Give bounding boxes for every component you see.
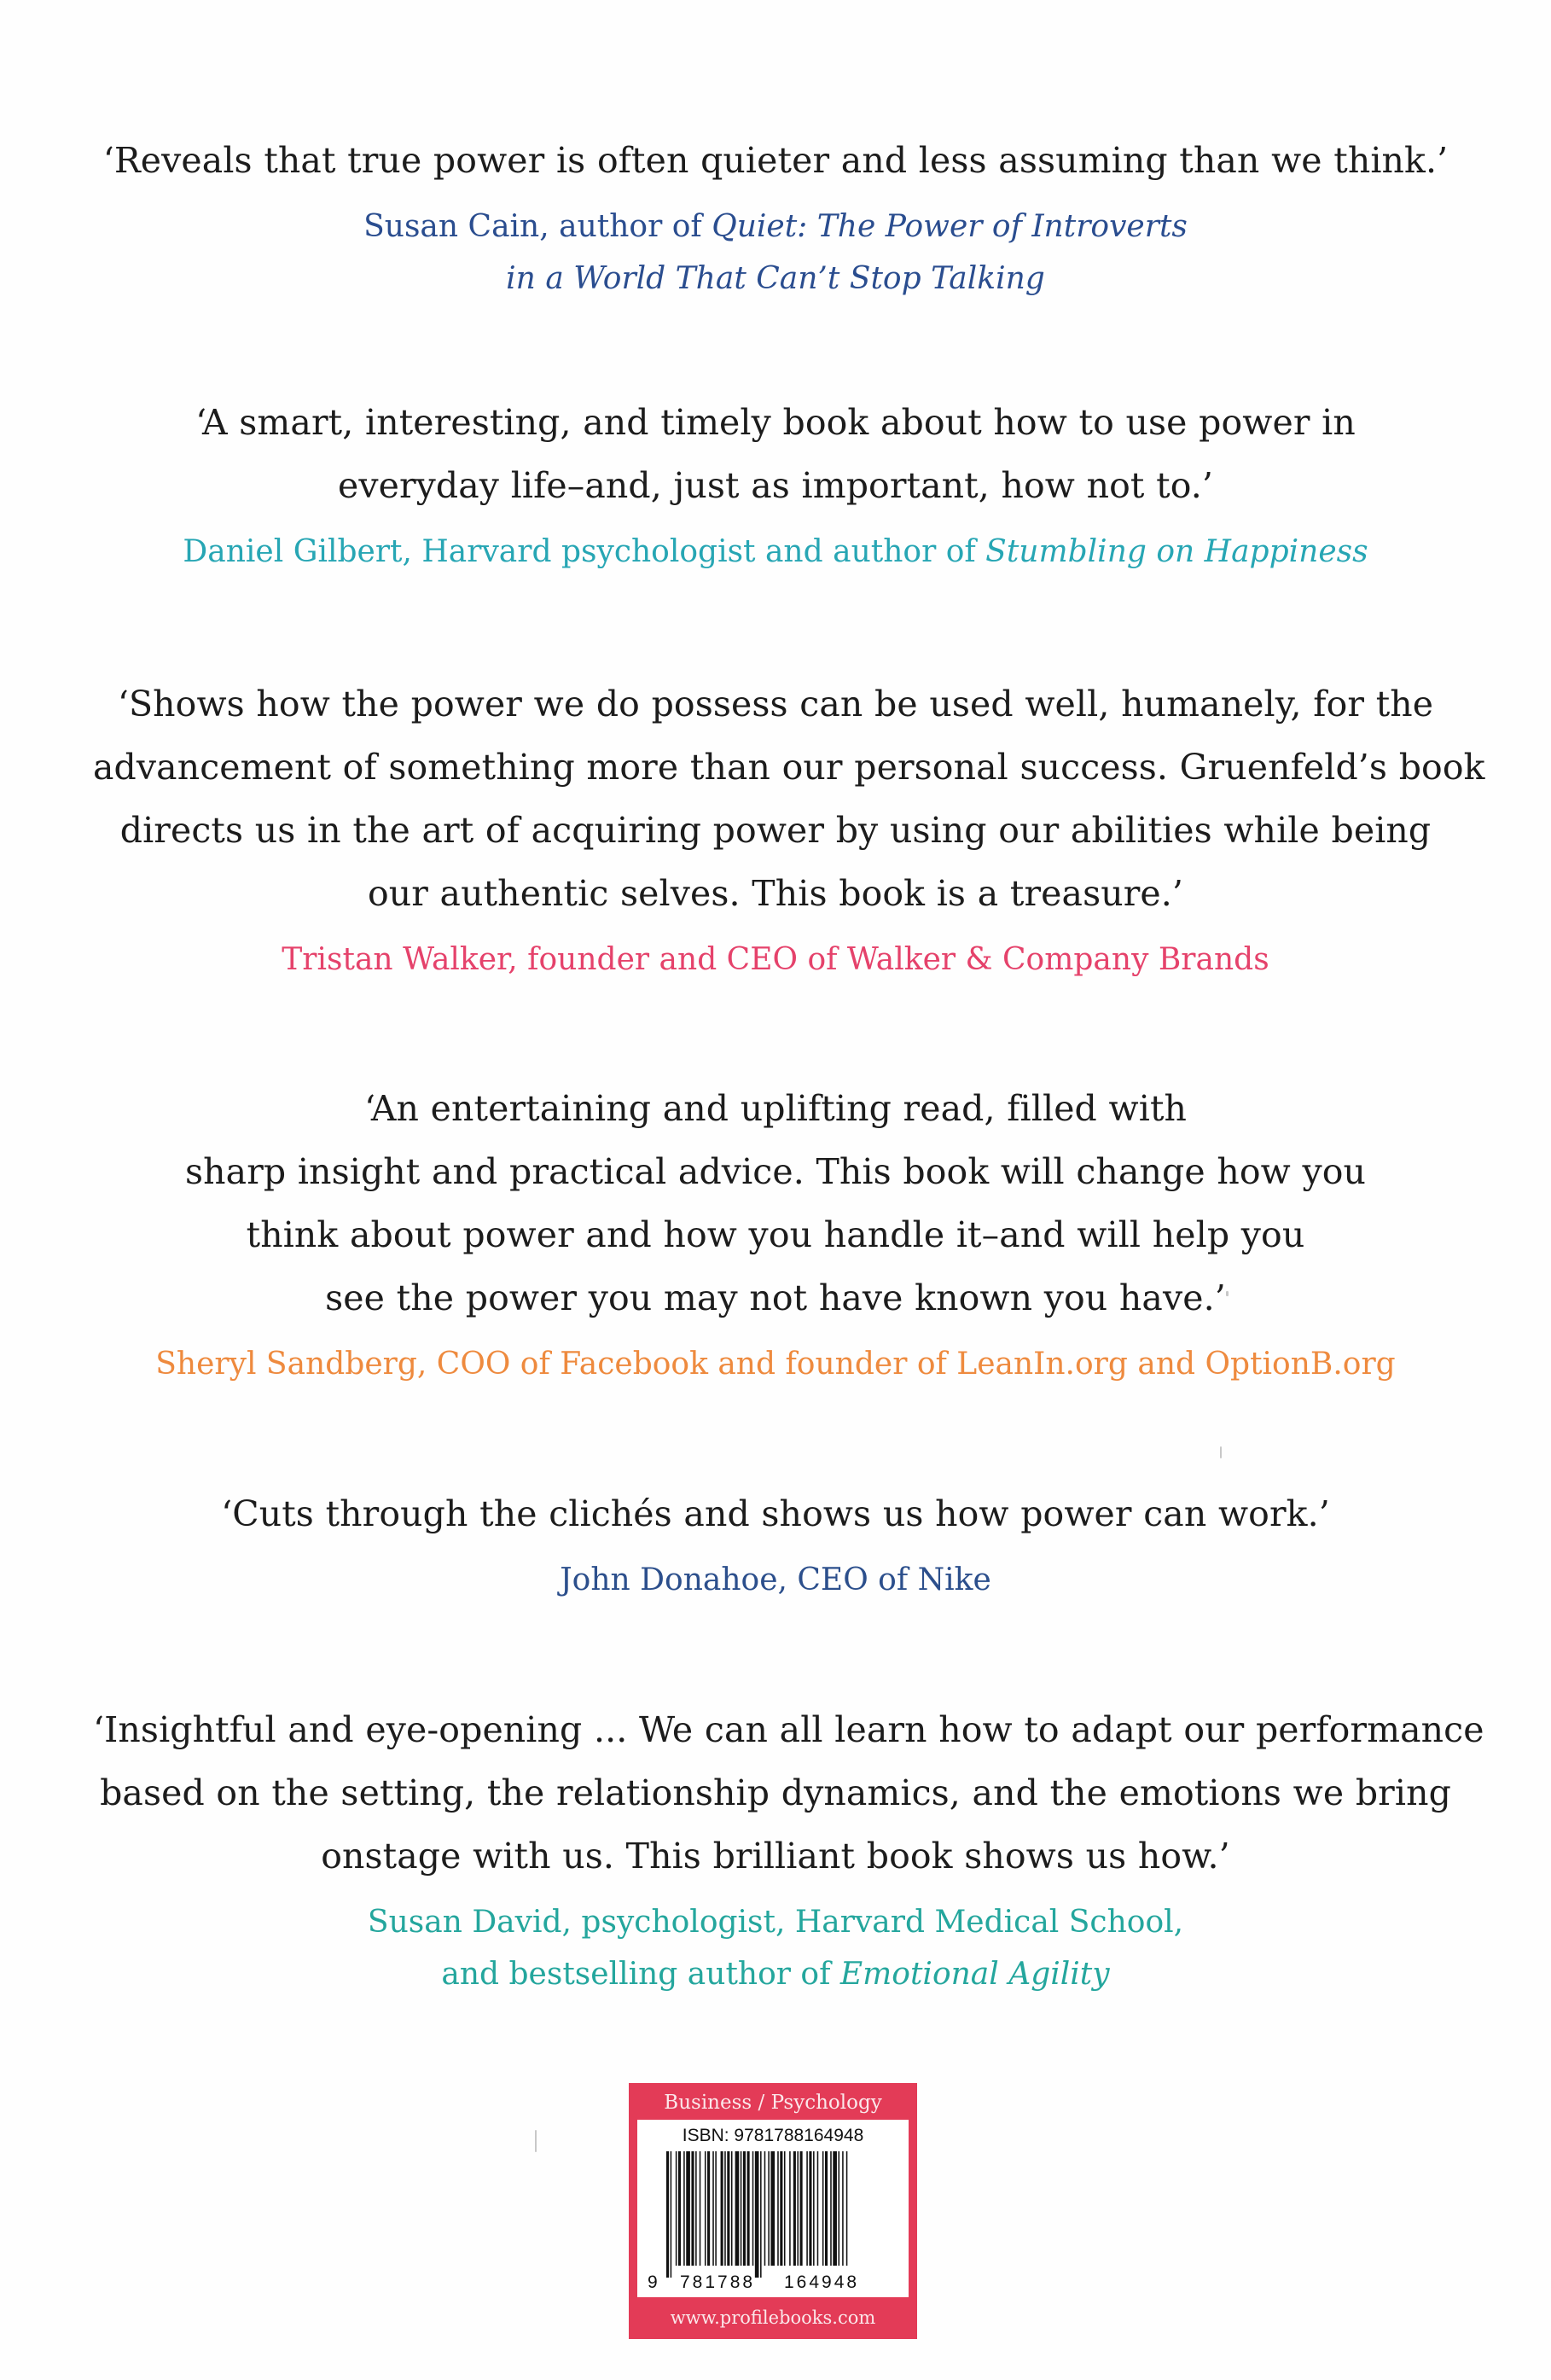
barcode-bar xyxy=(760,2151,762,2278)
barcode-bar xyxy=(846,2151,848,2266)
blurb-attribution xyxy=(93,934,1458,986)
barcode-area xyxy=(637,2120,909,2297)
barcode-bar xyxy=(770,2151,775,2266)
barcode-bar xyxy=(755,2151,759,2278)
barcode-bar xyxy=(678,2151,681,2266)
isbn-label: ISBN: 9781788164948 xyxy=(682,2126,864,2145)
barcode-bar xyxy=(712,2151,714,2266)
barcode-bar xyxy=(721,2151,723,2266)
blurb-attribution xyxy=(93,1554,1458,1606)
blurb-tristan-walker xyxy=(93,672,1485,986)
barcode-bar xyxy=(695,2151,697,2266)
blurb-attribution xyxy=(93,526,1458,578)
barcode-bar xyxy=(752,2151,754,2266)
quote-line: think about power and how you handle it–and will help you xyxy=(246,1214,1305,1255)
barcode-bar xyxy=(764,2151,766,2266)
barcode-bar xyxy=(741,2151,742,2266)
barcode-digits-left: 781788 xyxy=(680,2272,756,2292)
quote-line: everyday life–and, just as important, how not to.’ xyxy=(337,465,1214,506)
blurb-susan-cain xyxy=(93,129,1458,305)
barcode-bar xyxy=(813,2151,815,2266)
barcode-bar xyxy=(839,2151,840,2266)
blurb-quote xyxy=(93,1482,1458,1545)
barcode-bar xyxy=(842,2151,844,2266)
blurb-sheryl-sandberg xyxy=(93,1077,1458,1390)
barcode-bar xyxy=(731,2151,733,2266)
quote-line: see the power you may not have known you have.’ xyxy=(325,1277,1226,1318)
quote-line: ‘Reveals that true power is often quieter and less assuming than we think.’ xyxy=(102,140,1449,181)
barcode-bar xyxy=(727,2151,729,2266)
category-label: Business / Psychology xyxy=(664,2092,882,2114)
scan-speck xyxy=(1220,1446,1222,1458)
blurb-john-donahoe xyxy=(93,1482,1458,1606)
attribution-line: Sheryl Sandberg, COO of Facebook and founder of LeanIn.org and OptionB.org xyxy=(155,1347,1396,1382)
barcode-bar xyxy=(797,2151,799,2266)
attribution-line: John Donahoe, CEO of Nike xyxy=(560,1562,991,1597)
blurb-susan-david xyxy=(93,1698,1484,2000)
scan-speck xyxy=(1226,1291,1229,1296)
quote-line: directs us in the art of acquiring power by using our abilities while being xyxy=(119,810,1432,851)
barcode-bar xyxy=(777,2151,779,2266)
barcode-digit-lead: 9 xyxy=(648,2272,658,2292)
barcode-bar xyxy=(793,2151,796,2266)
blurb-quote xyxy=(93,672,1485,925)
barcode-bar xyxy=(743,2151,746,2266)
barcode-bar xyxy=(825,2151,828,2266)
quote-line: ‘An entertaining and uplifting read, filled with xyxy=(363,1088,1188,1129)
barcode-bar xyxy=(806,2151,808,2266)
quote-line: ‘A smart, interesting, and timely book about how to use power in xyxy=(195,402,1356,443)
blurb-quote xyxy=(93,1698,1484,1888)
quote-line: based on the setting, the relationship dynamics, and the emotions we bring xyxy=(100,1772,1451,1813)
barcode-bar xyxy=(784,2151,786,2266)
barcode-bar xyxy=(830,2151,832,2266)
barcode-bar xyxy=(817,2151,819,2266)
blurb-attribution xyxy=(93,1338,1458,1390)
publisher-url: www.profilebooks.com xyxy=(670,2307,876,2328)
barcode-bar xyxy=(800,2151,803,2266)
attribution-line: in a World That Can’t Stop Talking xyxy=(506,261,1045,296)
barcode-bar xyxy=(676,2151,677,2266)
barcode-bar xyxy=(707,2151,710,2266)
barcode-bar xyxy=(700,2151,701,2266)
barcode-image xyxy=(646,2151,900,2292)
barcode-bar xyxy=(683,2151,685,2266)
barcode-bar xyxy=(691,2151,694,2266)
barcode-panel xyxy=(629,2083,917,2339)
blurb-quote xyxy=(93,391,1458,517)
barcode-bar xyxy=(768,2151,770,2266)
barcode-bar xyxy=(705,2151,706,2266)
barcode-bar xyxy=(780,2151,782,2266)
barcode-bar xyxy=(809,2151,811,2266)
attribution-line: Susan David, psychologist, Harvard Medical School, xyxy=(367,1905,1184,1940)
blurb-attribution xyxy=(93,1896,1458,2000)
attribution-line: and bestselling author of Emotional Agility xyxy=(441,1957,1110,1992)
barcode-bar xyxy=(747,2151,750,2266)
blurb-daniel-gilbert xyxy=(93,391,1458,578)
quote-line: ‘Cuts through the clichés and shows us how power can work.’ xyxy=(221,1493,1330,1534)
quote-line: sharp insight and practical advice. This book will change how you xyxy=(185,1151,1366,1192)
attribution-line: Tristan Walker, founder and CEO of Walker & Company Brands xyxy=(282,942,1269,977)
blurb-quote xyxy=(93,129,1458,192)
barcode-bar xyxy=(724,2151,726,2266)
quote-line: our authentic selves. This book is a treasure.’ xyxy=(367,873,1184,914)
barcode-bar xyxy=(671,2151,672,2278)
barcode-bar xyxy=(666,2151,669,2278)
blurb-quote xyxy=(93,1077,1458,1330)
quote-line: advancement of something more than our personal success. Gruenfeld’s book xyxy=(93,747,1485,788)
attribution-line: Daniel Gilbert, Harvard psychologist and author of Stumbling on Happiness xyxy=(183,534,1368,569)
blurb-attribution xyxy=(93,201,1458,305)
barcode-bar xyxy=(686,2151,690,2266)
barcode-bar xyxy=(789,2151,791,2266)
quote-line: ‘Insightful and eye-opening ... We can all learn how to adapt our performance xyxy=(93,1709,1484,1750)
barcode-bar xyxy=(735,2151,740,2266)
barcode-bar xyxy=(715,2151,717,2266)
barcode-bar xyxy=(833,2151,837,2266)
scan-speck xyxy=(535,2130,537,2152)
barcode-bar xyxy=(822,2151,824,2266)
quote-line: onstage with us. This brilliant book shows us how.’ xyxy=(321,1836,1230,1877)
attribution-line: Susan Cain, author of Quiet: The Power of Introverts xyxy=(363,209,1188,244)
quote-line: ‘Shows how the power we do possess can be used well, humanely, for the xyxy=(117,684,1434,724)
barcode-digits-right: 164948 xyxy=(784,2272,860,2292)
